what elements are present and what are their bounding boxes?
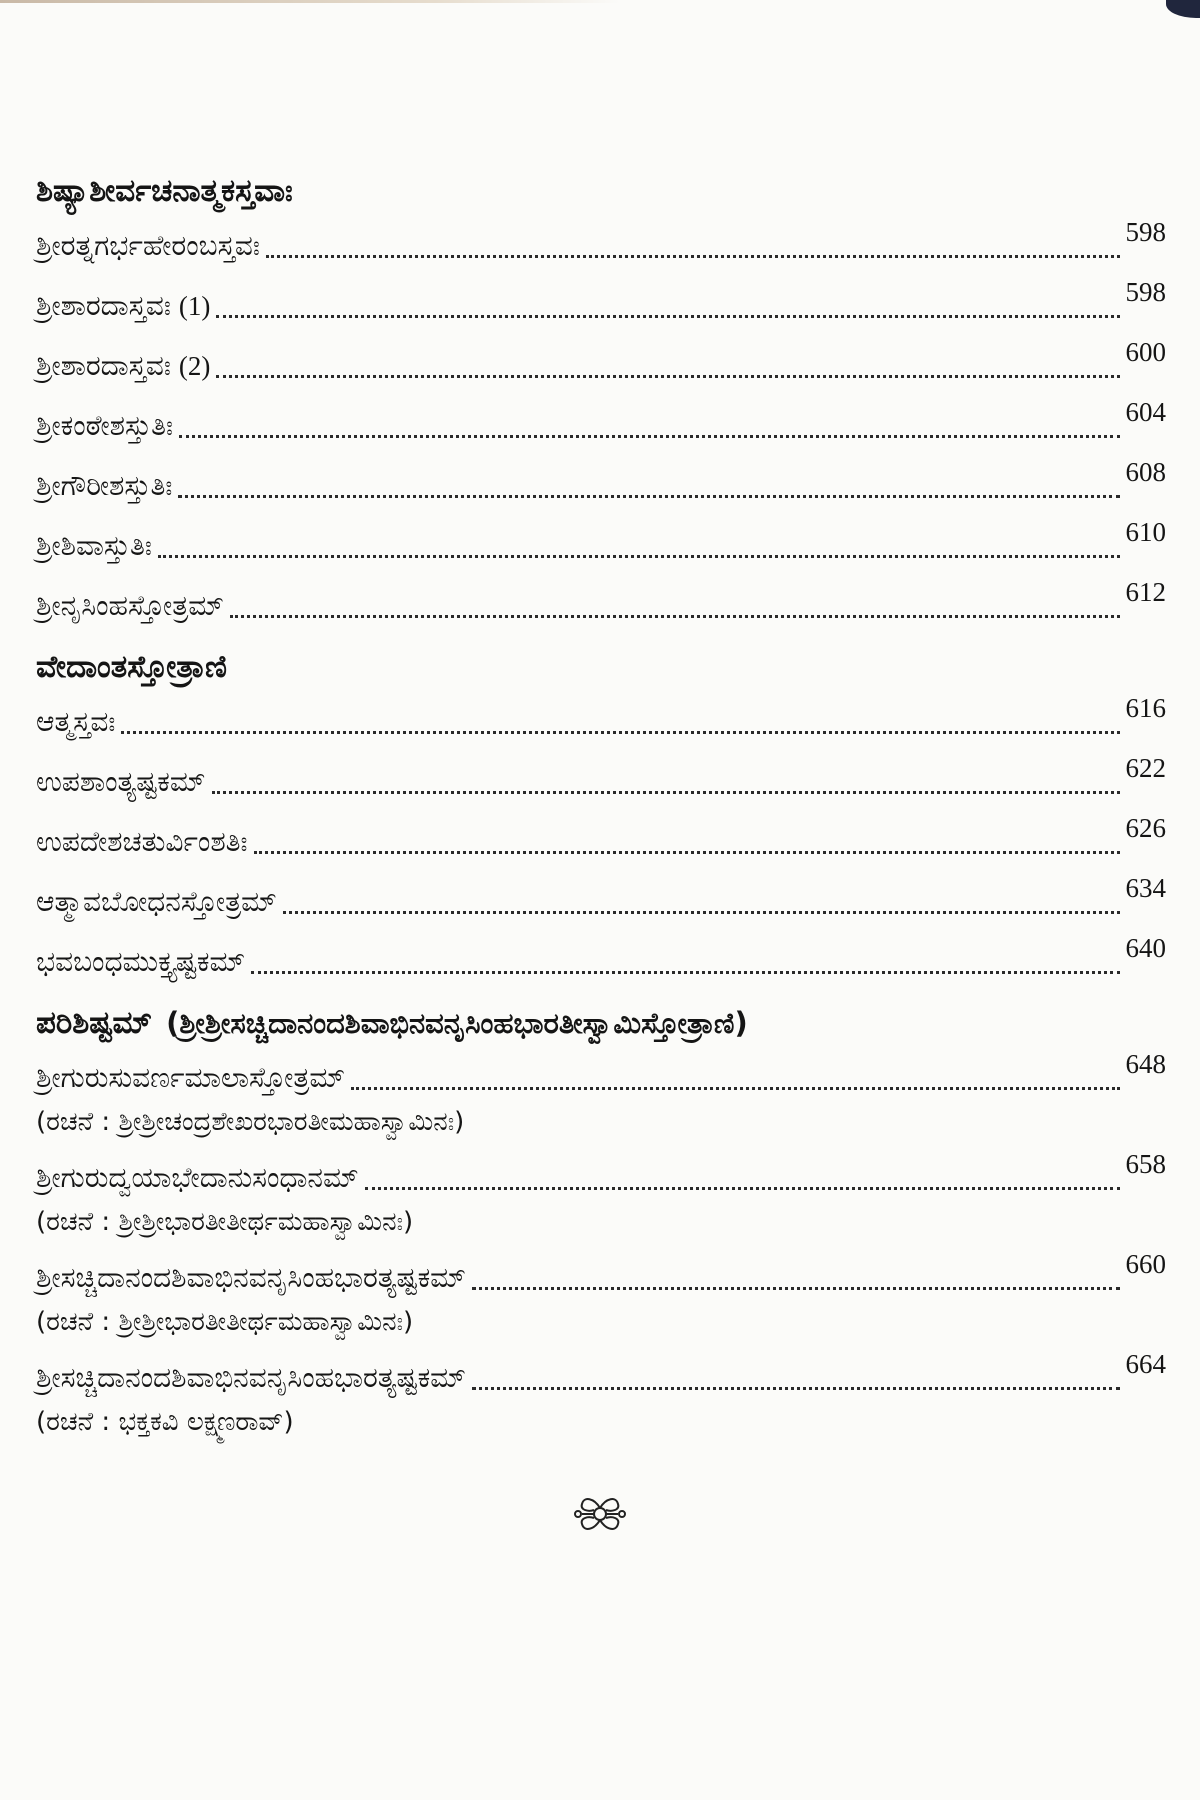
toc-entry[interactable]: [36, 873, 1166, 922]
entry-title: ಶ್ರೀಶಿವಾಸ್ತುತಿಃ: [36, 529, 152, 562]
page-number: 640: [1125, 933, 1166, 963]
toc-entry[interactable]: [36, 217, 1166, 266]
toc-entry[interactable]: [36, 397, 1166, 446]
entry-title: ಆತ್ಮಸ್ತವಃ: [36, 705, 116, 738]
floral-ornament-icon: [572, 1492, 628, 1536]
section-heading: ಶಿಷ್ಯಾಶೀರ್ವಚನಾತ್ಮಕಸ್ತವಾಃ: [36, 173, 293, 209]
page-number: 660: [1125, 1249, 1166, 1279]
section-heading-subtitle: (ಶ್ರೀಶ್ರೀಸಚ್ಚಿದಾನಂದಶಿವಾಭಿನವನೃಸಿಂಹಭಾರತೀಸ್ವಾಮಿಸ್ತೋತ್ರಾಣಿ): [166, 1006, 748, 1040]
toc-entry[interactable]: [36, 933, 1166, 982]
section-heading-text: ಪರಿಶಿಷ್ಟಮ್: [36, 1005, 153, 1041]
dot-leader: [179, 419, 1120, 438]
dot-leader: [472, 1271, 1120, 1290]
page-number: 622: [1125, 753, 1166, 783]
dot-leader: [178, 479, 1119, 498]
entry-title: ಭವಬಂಧಮುಕ್ತ್ಯಷ್ಟಕಮ್: [36, 945, 246, 978]
entry-title: [36, 346, 216, 386]
toc-entry[interactable]: [36, 1149, 1166, 1198]
entry-author: (ರಚನೆ : ಭಕ್ತಕವಿ ಲಕ್ಷ್ಮಣರಾವ್): [36, 1407, 294, 1437]
table-of-contents: [36, 170, 1166, 1458]
section-heading: [36, 1002, 1166, 1044]
toc-entry[interactable]: [36, 753, 1166, 802]
dot-leader: [266, 239, 1120, 258]
toc-entry[interactable]: [36, 813, 1166, 862]
corner-shadow: [1166, 0, 1200, 18]
toc-entry[interactable]: [36, 457, 1166, 506]
dot-leader: [351, 1071, 1119, 1090]
dot-leader: [230, 599, 1120, 618]
entry-title: ಶ್ರೀನೃಸಿಂಹಸ್ತೋತ್ರಮ್: [36, 589, 224, 622]
page-number: 610: [1125, 517, 1166, 547]
dot-leader: [216, 359, 1119, 378]
top-edge-band: [0, 0, 620, 3]
toc-entry[interactable]: [36, 277, 1166, 326]
toc-entry[interactable]: [36, 1349, 1166, 1398]
dot-leader: [212, 775, 1120, 794]
entry-author: (ರಚನೆ : ಶ್ರೀಶ್ರೀಭಾರತೀತೀರ್ಥಮಹಾಸ್ವಾಮಿನಃ): [36, 1207, 414, 1237]
entry-part-number: (1): [178, 291, 211, 321]
dot-leader: [283, 895, 1120, 914]
entry-title: ಶ್ರೀಸಚ್ಚಿದಾನಂದಶಿವಾಭಿನವನೃಸಿಂಹಭಾರತ್ಯಷ್ಟಕಮ್: [36, 1261, 466, 1294]
entry-title: ಶ್ರೀಗುರುಸುವರ್ಣಮಾಲಾಸ್ತೋತ್ರಮ್: [36, 1061, 346, 1094]
section-heading: ವೇದಾಂತಸ್ತೋತ್ರಾಣಿ: [36, 649, 227, 685]
entry-title: ಶ್ರೀಗೌರೀಶಸ್ತುತಿಃ: [36, 469, 173, 502]
dot-leader: [121, 715, 1119, 734]
page-number: 634: [1125, 873, 1166, 903]
entry-part-number: (2): [178, 351, 211, 381]
toc-entry[interactable]: [36, 577, 1166, 626]
entry-title-text: ಶ್ರೀಶಾರದಾಸ್ತವಃ: [36, 349, 171, 382]
dot-leader: [216, 299, 1119, 318]
toc-entry[interactable]: [36, 693, 1166, 742]
entry-title: [36, 286, 216, 326]
page-number: 658: [1125, 1149, 1166, 1179]
page-number: 608: [1125, 457, 1166, 487]
page-number: 598: [1125, 277, 1166, 307]
page-number: 616: [1125, 693, 1166, 723]
dot-leader: [254, 835, 1120, 854]
entry-title: ಉಪದೇಶಚತುರ್ವಿಂಶತಿಃ: [36, 825, 248, 858]
entry-author: (ರಚನೆ : ಶ್ರೀಶ್ರೀಭಾರತೀತೀರ್ಥಮಹಾಸ್ವಾಮಿನಃ): [36, 1307, 414, 1337]
page-number: 600: [1125, 337, 1166, 367]
entry-title-text: ಶ್ರೀಶಾರದಾಸ್ತವಃ: [36, 289, 171, 322]
toc-entry[interactable]: [36, 337, 1166, 386]
entry-title: ಶ್ರೀರತ್ನಗರ್ಭಹೇರಂಬಸ್ತವಃ: [36, 229, 260, 262]
dot-leader: [365, 1171, 1120, 1190]
entry-title: ಉಪಶಾಂತ್ಯಷ್ಟಕಮ್: [36, 765, 206, 798]
toc-entry[interactable]: [36, 517, 1166, 566]
page-number: 598: [1125, 217, 1166, 247]
page-number: 604: [1125, 397, 1166, 427]
entry-title: ಆತ್ಮಾವಬೋಧನಸ್ತೋತ್ರಮ್: [36, 885, 277, 918]
entry-title: ಶ್ರೀಕಂಠೇಶಸ್ತುತಿಃ: [36, 409, 173, 442]
toc-entry[interactable]: [36, 1249, 1166, 1298]
dot-leader: [472, 1371, 1120, 1390]
page-number: 612: [1125, 577, 1166, 607]
page-number: 648: [1125, 1049, 1166, 1079]
entry-title: ಶ್ರೀಗುರುದ್ವಯಾಭೇದಾನುಸಂಧಾನಮ್: [36, 1161, 359, 1194]
entry-author: (ರಚನೆ : ಶ್ರೀಶ್ರೀಚಂದ್ರಶೇಖರಭಾರತೀಮಹಾಸ್ವಾಮಿನಃ): [36, 1107, 465, 1137]
dot-leader: [158, 539, 1120, 558]
page-number: 664: [1125, 1349, 1166, 1379]
entry-title: ಶ್ರೀಸಚ್ಚಿದಾನಂದಶಿವಾಭಿನವನೃಸಿಂಹಭಾರತ್ಯಷ್ಟಕಮ್: [36, 1361, 466, 1394]
toc-entry[interactable]: [36, 1049, 1166, 1098]
dot-leader: [251, 955, 1119, 974]
page-number: 626: [1125, 813, 1166, 843]
